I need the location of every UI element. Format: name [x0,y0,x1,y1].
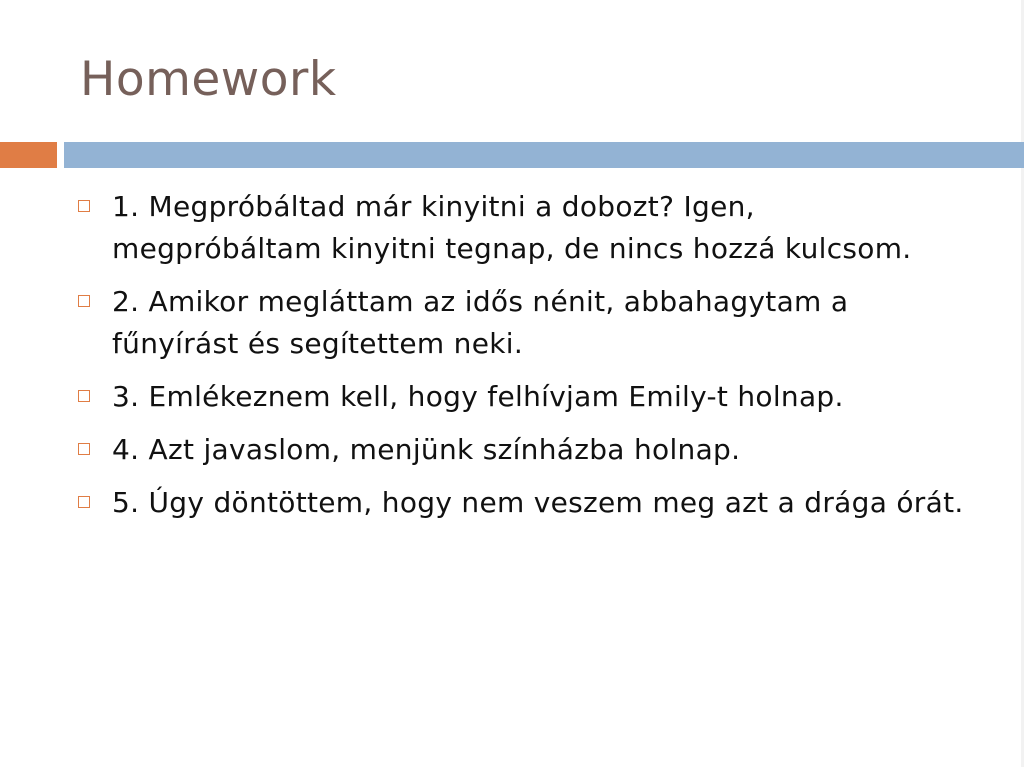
list-item [78,429,978,471]
bullet-list [78,186,978,535]
list-item-text: 4. Azt javaslom, menjünk színházba holnap. [112,433,741,466]
list-item [78,186,978,270]
accent-bar-orange [0,142,57,168]
square-bullet-icon [78,443,90,455]
square-bullet-icon [78,295,90,307]
list-item-text: 3. Emlékeznem kell, hogy felhívjam Emily-t holnap. [112,380,844,413]
list-item [78,376,978,418]
list-item [78,281,978,365]
list-item-text: 5. Úgy döntöttem, hogy nem veszem meg azt a drága órát. [112,486,964,519]
square-bullet-icon [78,496,90,508]
list-item-text: 1. Megpróbáltad már kinyitni a dobozt? Igen, megpróbáltam kinyitni tegnap, de nincs hozzá kulcsom. [112,190,912,265]
list-item-text: 2. Amikor megláttam az idős nénit, abbahagytam a fűnyírást és segítettem neki. [112,285,849,360]
accent-bar-blue [64,142,1024,168]
slide-title: Homework [80,52,337,107]
square-bullet-icon [78,390,90,402]
list-item [78,482,978,524]
square-bullet-icon [78,200,90,212]
